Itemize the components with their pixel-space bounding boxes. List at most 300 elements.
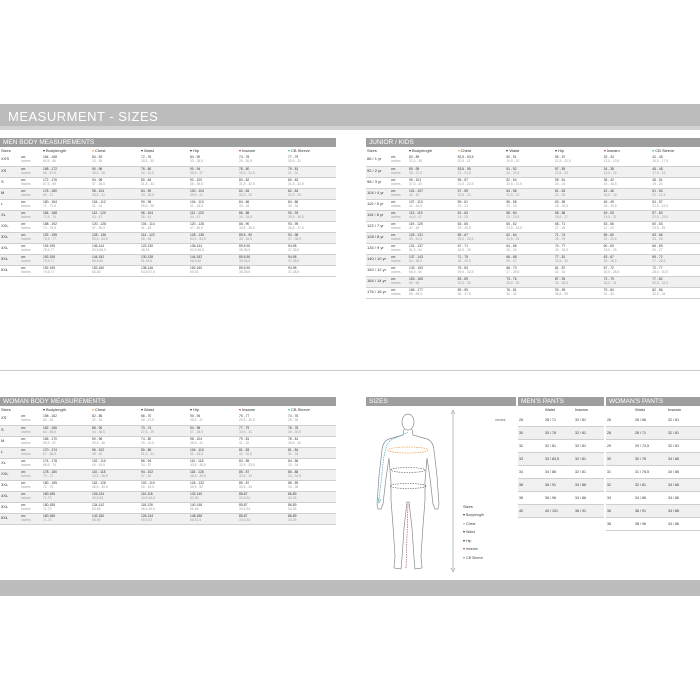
- measure-cell: 34 / 86: [668, 522, 679, 526]
- measure-cell: 71 - 74 28 - 29: [554, 232, 566, 241]
- measure-cell: 32 / 81: [575, 444, 586, 448]
- measure-cell: 67 - 71 26,5 - 28: [457, 243, 471, 252]
- size-label: 164 / 14 yr: [367, 277, 386, 283]
- table-row: [606, 505, 700, 518]
- measure-cell: 82 - 84 32,5 - 33: [239, 188, 253, 197]
- measure-cell: 83 - 89 32,5 - 35: [457, 276, 471, 285]
- measure-cell: 93 - 95 36,5 - 37,5: [288, 221, 304, 230]
- measure-cell: 153 - 165 60 - 65: [409, 276, 423, 285]
- measure-cell: 165 - 177 65 - 69,5: [409, 287, 423, 296]
- measure-cell: 125 - 131 49 - 51,5: [409, 232, 423, 241]
- table-row: [606, 414, 700, 427]
- legend-cbsleeve: CB Sleeve: [463, 554, 484, 563]
- size-label: 128 / 8 yr: [367, 233, 384, 239]
- table-row: [366, 254, 700, 265]
- table-row: [0, 414, 336, 425]
- men-section: [0, 138, 336, 277]
- measure-cell: 82 - 86 32,5 - 34: [652, 287, 666, 296]
- junior-header-row: [366, 147, 700, 155]
- measure-cell: 93 - 99 36,5 - 39: [554, 287, 568, 296]
- table-row: [0, 166, 336, 177]
- woman-header-row: [0, 406, 336, 414]
- size-label: S: [1, 178, 4, 184]
- measure-cell: 63 - 65 25 - 25,5: [457, 221, 471, 230]
- size-label: 36: [607, 509, 611, 513]
- measure-cell: 110-118 43,5-46,5: [141, 491, 155, 500]
- unit-cell: cm inches: [21, 502, 31, 511]
- table-row: [366, 221, 700, 232]
- measure-cell: 79 - 81 31 - 32: [239, 436, 250, 445]
- measure-cell: 178 - 180 70 - 71: [43, 469, 57, 478]
- table-row: [606, 440, 700, 453]
- measure-cell: 89,5 - 90 35 - 35,5: [239, 232, 253, 241]
- measure-cell: 56 - 58 22 - 23: [506, 199, 517, 208]
- triangle-down-icon: [604, 150, 606, 152]
- woman-heading: WOMAN BODY MEASUREMENTS: [0, 397, 336, 406]
- triangle-down-icon: [555, 150, 557, 152]
- column-header: CB Sleeve: [651, 147, 700, 155]
- measure-cell: 42 - 45 16,5 - 17,5: [652, 155, 669, 163]
- size-label: M: [1, 437, 5, 443]
- measure-cell: 82 - 84 32,5 - 33: [288, 188, 302, 197]
- inseam-marker: [406, 504, 408, 568]
- measure-cell: 90 - 93 35,5 - 36,5: [288, 210, 304, 219]
- measure-cell: 104 - 114 41 - 45: [141, 221, 155, 230]
- measure-cell: 180-185 71-73: [43, 513, 56, 522]
- measure-cell: 70 - 74 27,5 - 29: [141, 425, 155, 434]
- measure-cell: 79 - 84 31 - 33: [603, 287, 614, 296]
- unit-cell: cm inches: [391, 221, 401, 230]
- unit-cell: cm inches: [21, 199, 31, 208]
- legend-waist: Waist: [463, 528, 484, 537]
- measure-cell: 86 - 89 34 - 35: [288, 480, 299, 489]
- unit-cell: cm inches: [21, 480, 31, 489]
- triangle-down-icon: [506, 150, 508, 152]
- table-row: [518, 453, 604, 466]
- measure-cell: 61 - 63 24 - 25: [457, 210, 468, 219]
- measure-cell: 83 - 85 32,5 - 33,5: [239, 458, 255, 467]
- triangle-down-icon: [463, 523, 465, 525]
- measure-cell: 62 - 64 24,5 - 25: [506, 232, 520, 241]
- title-band-stripe: [0, 126, 700, 130]
- junior-heading: JUNIOR / KIDS: [366, 138, 700, 147]
- measure-cell: 34 / 86: [668, 457, 679, 461]
- measure-cell: 100 - 104 39,5 - 41: [190, 188, 204, 197]
- mens-pants-heading: MEN'S PANTS: [518, 397, 604, 406]
- triangle-down-icon: [43, 409, 45, 411]
- table-row: [0, 491, 336, 502]
- measure-cell: 85 - 87 33,5 - 34: [239, 469, 253, 478]
- table-row: [366, 287, 700, 298]
- junior-section: [366, 138, 700, 299]
- measure-cell: 74 - 77 29 - 30,5: [554, 243, 568, 252]
- measure-cell: 32 / 81: [575, 431, 586, 435]
- measure-cell: 96 - 102 38 - 40: [92, 447, 105, 456]
- table-row: [366, 243, 700, 254]
- column-header: Hip: [554, 147, 603, 155]
- column-header: Inseam: [238, 147, 287, 155]
- size-label: 152 / 12 yr: [367, 266, 386, 272]
- measure-cell: 74 - 78 29 - 30,5: [239, 155, 253, 163]
- measure-cell: 86 - 94 34 - 37: [141, 458, 152, 467]
- unit-cell: cm inches: [391, 243, 401, 252]
- size-label: 3XL: [1, 481, 9, 487]
- size-label: 134 / 9 yr: [367, 244, 384, 250]
- page-title: MEASURMENT - SIZES: [8, 109, 159, 124]
- column-header: Chest: [457, 147, 506, 155]
- unit-cell: cm inches: [21, 513, 31, 522]
- measure-cell: 83 - 89 32,5 - 35: [409, 155, 423, 163]
- measure-cell: 75 - 77 29,5 - 30,5: [239, 414, 255, 422]
- measure-cell: 54 - 56 21,5 - 22: [506, 188, 520, 197]
- junior-table: [366, 147, 700, 299]
- legend-inseam: Inseam: [463, 545, 484, 554]
- measure-cell: 104 - 110 41 - 43,5: [190, 447, 204, 456]
- table-row: [366, 166, 700, 177]
- column-header: Inseam: [238, 406, 287, 414]
- measure-cell: 81 - 87 32 - 34: [554, 265, 566, 274]
- measure-cell: 104 - 112 41 - 44: [92, 199, 106, 208]
- measure-cell: 61 - 63 24 - 25: [554, 188, 566, 197]
- measure-cell: 94-98 37-38,5: [288, 254, 300, 263]
- measure-cell: 184 - 188 72,5 - 74: [43, 210, 57, 219]
- size-label: 116 / 6 yr: [367, 211, 384, 217]
- table-row: [0, 232, 336, 243]
- table-row: [366, 199, 700, 210]
- table-row: [0, 513, 336, 524]
- unit-cell: cm inches: [391, 199, 401, 208]
- measure-cell: 34 / 86: [545, 470, 556, 474]
- footer-band: [0, 580, 700, 596]
- measure-cell: 32 / 81: [635, 483, 646, 487]
- measure-cell: 32 / 81: [575, 418, 586, 422]
- measure-cell: 112 - 120 44 - 47: [190, 210, 204, 219]
- chest-marker: [388, 447, 428, 453]
- unit-cell: cm inches: [391, 166, 401, 175]
- measure-cell: 90 - 94 35,5 - 37: [190, 166, 204, 175]
- measure-cell: 63 - 67 25 - 26,5: [603, 254, 617, 263]
- table-row: [518, 440, 604, 453]
- unit-cell: cm inches: [21, 166, 31, 175]
- measure-cell: 36 / 91: [635, 509, 646, 513]
- measure-cell: 64 - 66 25 - 26: [506, 243, 517, 252]
- measure-cell: 34 / 86: [668, 509, 679, 513]
- table-row: [366, 232, 700, 243]
- table-row: [518, 505, 604, 518]
- measure-cell: 118-126 46,5-49,5: [141, 502, 155, 511]
- unit-cell: cm inches: [21, 436, 31, 445]
- measure-cell: 77 - 79 30,5 - 31: [239, 425, 253, 434]
- size-label: 30: [607, 457, 611, 461]
- measure-cell: 110 - 118 43,5 - 46,5: [92, 469, 108, 478]
- size-label: XXS: [1, 156, 10, 161]
- measure-cell: 107 - 113 42 - 44,5: [409, 199, 423, 208]
- triangle-down-icon: [190, 409, 192, 411]
- measure-cell: 72 - 77 28,5 - 30,5: [652, 265, 669, 274]
- measure-cell: 32 / 81: [668, 418, 679, 422]
- measure-cell: 122-130 48-51: [141, 243, 154, 252]
- measure-cell: 90 - 96 35,5 - 38: [92, 436, 106, 445]
- measure-cell: 31 / 78,5: [635, 470, 649, 474]
- size-label: XXL: [1, 470, 9, 476]
- unit-cell: cm inches: [21, 425, 31, 434]
- mens-pants-section: [518, 397, 604, 518]
- size-label: XS: [1, 415, 7, 420]
- measure-cell: 188 - 192 74 - 75,5: [43, 221, 57, 230]
- measure-cell: 126-134 49,5-53: [92, 491, 105, 500]
- table-row: [606, 427, 700, 440]
- size-label: 34: [519, 470, 523, 474]
- measure-cell: 180-185 71-73: [43, 502, 56, 511]
- table-row: [0, 502, 336, 513]
- measure-cell: 131 - 137 51,5 - 54: [409, 243, 423, 252]
- table-row: [0, 188, 336, 199]
- measure-cell: 80 - 86 31,5 - 34: [141, 447, 155, 456]
- unit-cell: cm inches: [21, 491, 31, 500]
- unit-cell: cm inches: [391, 265, 401, 274]
- table-row: [0, 265, 336, 276]
- measure-cell: 84 - 92 33 - 36: [92, 155, 103, 163]
- sizes-section: [366, 397, 516, 406]
- measure-cell: 86 - 90 34 - 35,5: [92, 425, 106, 434]
- hip-marker: [390, 484, 426, 489]
- triangle-down-icon: [458, 150, 460, 152]
- column-header: [390, 147, 408, 155]
- measure-cell: 77 - 82 30,5 - 32,5: [652, 276, 669, 285]
- measure-cell: 32 / 81: [668, 431, 679, 435]
- section-divider: [0, 370, 700, 371]
- table-row: [606, 453, 700, 466]
- measure-legend: [463, 503, 484, 562]
- measure-cell: 66 - 70 26 - 27,5: [141, 414, 155, 422]
- measure-cell: 94-98 37-38,5: [288, 265, 300, 274]
- measure-cell: 94 - 102 37 - 40: [141, 469, 154, 478]
- measure-cell: 84 - 86 33 - 34: [288, 199, 299, 208]
- column-header: [518, 406, 544, 414]
- size-label: S: [1, 426, 4, 432]
- measure-cell: 66 - 69 26 - 27: [652, 243, 663, 252]
- measure-cell: 57 - 59 22,5 - 23: [554, 166, 568, 175]
- size-label: 33: [519, 457, 523, 461]
- column-header: Bodylength: [42, 406, 91, 414]
- measure-cell: 180 - 185 71 - 73: [43, 480, 57, 489]
- measure-cell: 77 - 81 30,5 - 32: [554, 254, 568, 263]
- column-header: Waist: [635, 407, 645, 412]
- measure-cell: 80 - 82 31,5 - 32,5: [288, 177, 304, 186]
- measure-cell: 63 - 66 25 - 26: [652, 232, 663, 241]
- table-row: [606, 466, 700, 479]
- measure-cell: 49 - 53 19,5 - 21: [603, 210, 617, 219]
- measure-cell: 32 / 81: [575, 470, 586, 474]
- size-label: 34: [607, 496, 611, 500]
- measure-cell: 114 - 122 45 - 48: [141, 232, 155, 241]
- measure-cell: 192-195 75,5-77: [43, 265, 56, 274]
- size-label: 30: [519, 431, 523, 435]
- measure-cell: 34 / 86: [668, 483, 679, 487]
- measure-cell: 102 - 110 40 - 43,5: [92, 458, 106, 467]
- measure-cell: 74 - 80 29 - 31,5: [141, 436, 155, 445]
- measure-cell: 40 / 101: [545, 509, 558, 513]
- measure-cell: 30 / 76: [635, 457, 646, 461]
- measure-cell: 28 / 71: [635, 431, 646, 435]
- measure-cell: 52 - 54 20,5 - 21,5: [506, 177, 523, 186]
- column-header: Sizes: [1, 407, 11, 412]
- measure-cell: 86 - 88 34 - 34,5: [288, 469, 302, 478]
- column-header: Bodylength: [42, 147, 91, 155]
- measure-cell: 94 - 98 37 - 38,5: [92, 177, 106, 186]
- measure-cell: 113 - 119 44,5 - 47: [409, 210, 423, 219]
- measure-cell: 89 - 95 35 - 37,5: [409, 166, 423, 175]
- legend-title: Sizes: [463, 504, 473, 509]
- triangle-down-icon: [92, 409, 94, 411]
- column-header: Waist: [140, 406, 189, 414]
- triangle-down-icon: [141, 150, 143, 152]
- measure-cell: 76 - 78 30 - 30,5: [288, 425, 302, 434]
- measure-cell: 34 - 38 13,5 - 15: [603, 166, 617, 175]
- unit-cell: cm inches: [21, 155, 31, 163]
- table-row: [0, 221, 336, 232]
- measure-cell: 89,5-90 35-35,5: [239, 265, 251, 274]
- column-header: [20, 147, 42, 155]
- table-row: [0, 458, 336, 469]
- measure-cell: 59 - 61 23 - 24: [554, 177, 566, 186]
- unit-cell: cm inches: [391, 276, 401, 285]
- measure-cell: 78 - 80 30,5 - 31,5: [239, 166, 255, 175]
- measure-cell: 34 / 86: [668, 470, 679, 474]
- measure-cell: 118 - 126 46,5 - 49,5: [92, 480, 108, 489]
- measure-cell: 144-152 56,5-60: [92, 254, 105, 263]
- measure-cell: 85-87 33,5-34: [239, 513, 251, 522]
- measure-cell: 81 - 84 32 - 33: [288, 447, 299, 456]
- unit-cell: cm inches: [21, 210, 31, 219]
- measure-cell: 95 - 101 37,5 - 40: [409, 177, 423, 186]
- measure-cell: 80 - 84 31,5 - 33: [141, 177, 155, 186]
- triangle-down-icon: [463, 531, 465, 533]
- woman-table: [0, 406, 336, 525]
- measure-cell: 168 - 172 66 - 67,5: [43, 166, 57, 175]
- measure-cell: 68 - 73 27 - 28,5: [506, 265, 520, 274]
- size-label: 6XL: [1, 266, 9, 272]
- unit-cell: cm inches: [21, 221, 31, 230]
- body-outline: [377, 414, 439, 569]
- size-label: 38: [519, 496, 523, 500]
- unit-cell: cm inches: [391, 188, 401, 197]
- unit-cell: cm inches: [21, 469, 31, 478]
- triangle-down-icon: [288, 409, 290, 411]
- unit-cell: cm inches: [21, 414, 31, 422]
- measure-cell: 144-152 56,5-60: [190, 254, 203, 263]
- measure-cell: 79 - 81 31 - 32: [288, 166, 299, 175]
- measure-cell: 71 - 75 28 - 29,5: [457, 254, 471, 263]
- measure-cell: 90 - 96 35,5 - 38: [141, 199, 155, 208]
- table-row: [366, 188, 700, 199]
- table-row: [606, 518, 700, 531]
- measure-cell: 38 / 96: [545, 496, 556, 500]
- measure-cell: 57 - 59 22,5 - 23: [457, 188, 471, 197]
- triangle-down-icon: [190, 150, 192, 152]
- size-label: 5XL: [1, 255, 9, 261]
- measure-cell: 81 - 83 32 - 32,5: [239, 447, 253, 456]
- men-table: [0, 147, 336, 277]
- measure-cell: 32 / 81: [575, 457, 586, 461]
- table-row: [366, 210, 700, 221]
- legend-chest: Chest: [463, 520, 484, 529]
- measure-cell: 76 - 80 30 - 31,5: [141, 166, 155, 175]
- measure-cell: 176 - 180 69 - 71: [43, 188, 57, 197]
- triangle-down-icon: [239, 409, 241, 411]
- measure-cell: 88 - 90 34,5 - 35,5: [239, 221, 255, 230]
- size-label: 110 / 5 yr: [367, 200, 384, 206]
- measure-cell: 34 / 86: [668, 496, 679, 500]
- size-label: L: [1, 200, 4, 206]
- measure-cell: 45 - 48 17,5 - 19: [652, 166, 666, 175]
- measure-cell: 65 - 67 25,5 - 26,5: [457, 232, 474, 241]
- cbsleeve-marker: [379, 432, 408, 500]
- measure-cell: 72 - 79 28,5 - 31: [603, 276, 617, 285]
- measure-cell: 152-160 60-63: [190, 265, 203, 274]
- measure-cell: 60 - 63 23,5 - 25: [652, 221, 666, 230]
- table-row: [0, 425, 336, 436]
- table-row: [518, 427, 604, 440]
- measure-cell: 104 - 110 41 - 43,5: [190, 199, 204, 208]
- measure-cell: 98 - 104 38,5 - 41: [190, 436, 204, 445]
- measure-cell: 34 / 86: [575, 483, 586, 487]
- measure-cell: 74 - 76 29 - 30: [288, 414, 299, 422]
- column-header: [606, 406, 634, 414]
- size-label: 40: [519, 509, 523, 513]
- table-row: [518, 479, 604, 492]
- measure-cell: 138-146 54,5-57,5: [141, 265, 155, 274]
- measure-cell: 140-148 55-58: [190, 502, 203, 511]
- column-header: Waist: [140, 147, 189, 155]
- unit-cell: cm inches: [21, 458, 31, 467]
- measure-cell: 98 - 104 38,5 - 41: [92, 188, 106, 197]
- table-row: [0, 243, 336, 254]
- size-label: 140 / 10 yr: [367, 255, 386, 261]
- triangle-down-icon: [288, 150, 290, 152]
- measure-cell: 30 / 76: [545, 431, 556, 435]
- measure-cell: 89,5-90 35-35,5: [239, 243, 251, 252]
- size-label: 6XL: [1, 514, 9, 520]
- table-row: [518, 492, 604, 505]
- measure-cell: 34 / 86: [575, 496, 586, 500]
- measure-cell: 128 - 136 50,5 - 53,5: [92, 232, 108, 241]
- column-header: Sizes: [1, 148, 11, 153]
- table-row: [366, 177, 700, 188]
- triangle-down-icon: [463, 548, 465, 550]
- woman-section: [0, 397, 336, 525]
- measure-cell: 119 - 125 47 - 49: [409, 221, 423, 230]
- measure-cell: 94 - 98 37 - 38,5: [288, 232, 302, 241]
- triangle-down-icon: [463, 557, 465, 559]
- measure-cell: 59 - 61 23 - 24: [457, 199, 468, 208]
- table-row: [518, 414, 604, 427]
- size-label: 31: [607, 470, 611, 474]
- measure-cell: 33 / 83,5: [545, 457, 559, 461]
- measure-cell: 84 - 90 33 - 35,5: [141, 188, 155, 197]
- column-header: Inseam: [575, 407, 589, 412]
- measure-cell: 63 - 65 25 - 25,5: [554, 199, 568, 208]
- unit-cell: cm inches: [21, 265, 31, 274]
- table-row: [0, 480, 336, 491]
- measure-cell: 96 - 104 38 - 41: [141, 210, 154, 219]
- size-label: L: [1, 448, 4, 454]
- table-row: [0, 210, 336, 221]
- measure-cell: 120 - 128 47 - 50,5: [190, 221, 204, 230]
- measure-cell: 36 / 91: [575, 509, 586, 513]
- measure-cell: 80 - 82 31,5 - 32,5: [239, 177, 255, 186]
- table-row: [0, 177, 336, 188]
